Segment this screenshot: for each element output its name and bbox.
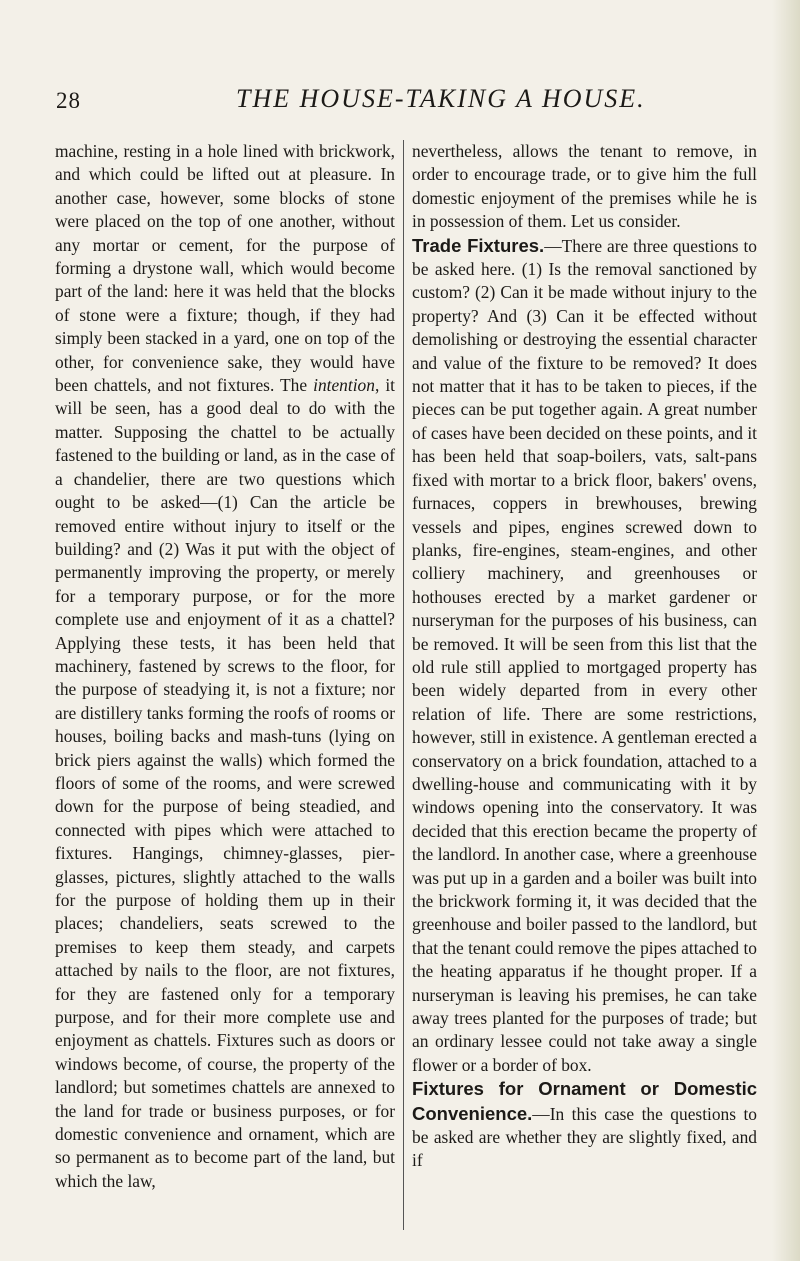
running-head: THE HOUSE-TAKING A HOUSE. <box>236 84 646 113</box>
left-column <box>55 140 395 1193</box>
right-column-paragraph-1: nevertheless, allows the tenant to remove, in order to encourage trade, or to give him the full domestic enjoyment of the premises while he is in possession of them. Let us consider. <box>412 141 757 232</box>
page-number: 28 <box>56 88 81 113</box>
trade-fixtures-paragraph <box>412 234 757 1078</box>
ornament-fixtures-paragraph <box>412 1077 757 1173</box>
left-column-paragraph <box>55 140 395 1193</box>
emphasized-word: intention <box>313 375 375 396</box>
left-text-part-1: machine, resting in a hole lined with brickwork, and which could be lifted out at pleasure. In another case, however, some blocks of stone were placed on the top of one another, without any mortar or cement, for the purpose of forming a drystone wall, which would become part of the land: here it was held that the blocks of stone were a fixture; though, if they had simply been stacked in a yard, one on top of the other, for convenience sake, they would have been chattels, and not fixtures. The <box>55 141 395 396</box>
left-text-part-2: , it will be seen, has a good deal to do with the matter. Supposing the chattel to be actually fastened to the building or land, as in the case of a chandelier, there are two questions which ought to be asked—(1) Can the article be removed entire without injury to itself or the building? and (2) Was it put with the object of permanently improving the property, or merely for a temporary purpose, or for the more complete use and enjoyment of it as a chattel? Applying these tests, it has been held that machinery, fastened by screws to the floor, for the purpose of steadying it, is not a fixture; nor are distillery tanks forming the roofs of rooms or houses, boiling backs and mash-tuns (lying on brick piers against the walls) which formed the floors of some of the rooms, and were screwed down for the purpose of being steadied, and connected with pipes which were attached to fixtures. Hangings, chimney-glasses, pier-glasses, pictures, slightly attached to the walls for the purpose of holding them up in their places; chandeliers, seats screwed to the premises to keep them steady, and carpets attached by nails to the floor, are not fixtures, for they are fastened only for a temporary purpose, and for their more complete use and enjoyment as chattels. Fixtures such as doors or windows become, of course, the property of the landlord; but sometimes chattels are annexed to the land for trade or business purposes, or for domestic convenience and ornament, which are so permanent as to become part of the land, but which the law, <box>55 375 396 1191</box>
ornament-fixtures-text: —In this case the questions to be asked are whether they are slightly fixed, and if <box>412 1103 757 1171</box>
section-heading-ornament-fixtures: Fixtures for Ornament or Domestic Convenience. <box>412 1078 757 1124</box>
page-edge-shadow <box>772 0 800 1261</box>
section-heading-trade-fixtures: Trade Fixtures. <box>412 234 545 256</box>
trade-fixtures-text: —There are three questions to be asked here. (1) Is the removal sanctioned by custom? (2) Can it be made without injury to the property? And (3) Can it be effected without demolishing or destroying the essential character and value of the fixture to be removed? It does not matter that it has to be taken to pieces, if the pieces can be put together again. A great number of cases have been decided on these points, and it has been held that soap-boilers, vats, salt-pans fixed with mortar to a brick floor, bakers' ovens, furnaces, coppers in brewhouses, brewing vessels and pipes, engines screwed down to planks, fire-engines, steam-engines, and other colliery machinery, and greenhouses or hothouses erected by a market gardener or nurseryman for the purposes of his business, can be removed. It will be seen from this list that the old rule still applied to mortgaged property has been widely departed from in every other relation of life. There are some restrictions, however, still in existence. A gentleman erected a conservatory on a brick foundation, attached to a dwelling-house and communicating with it by windows opening into the conservatory. It was decided that this erection became the property of the landlord. In another case, where a greenhouse was put up in a garden and a boiler was built into the brickwork forming it, it was decided that the greenhouse and boiler passed to the landlord, but that the tenant could remove the pipes attached to the heating apparatus if he thought proper. If a nurseryman is leaving his premises, he can take away trees planted for the purposes of trade; but an ordinary lessee could not take away a single flower or a border of box. <box>412 235 758 1075</box>
right-column <box>412 140 757 1173</box>
column-divider <box>403 140 404 1230</box>
